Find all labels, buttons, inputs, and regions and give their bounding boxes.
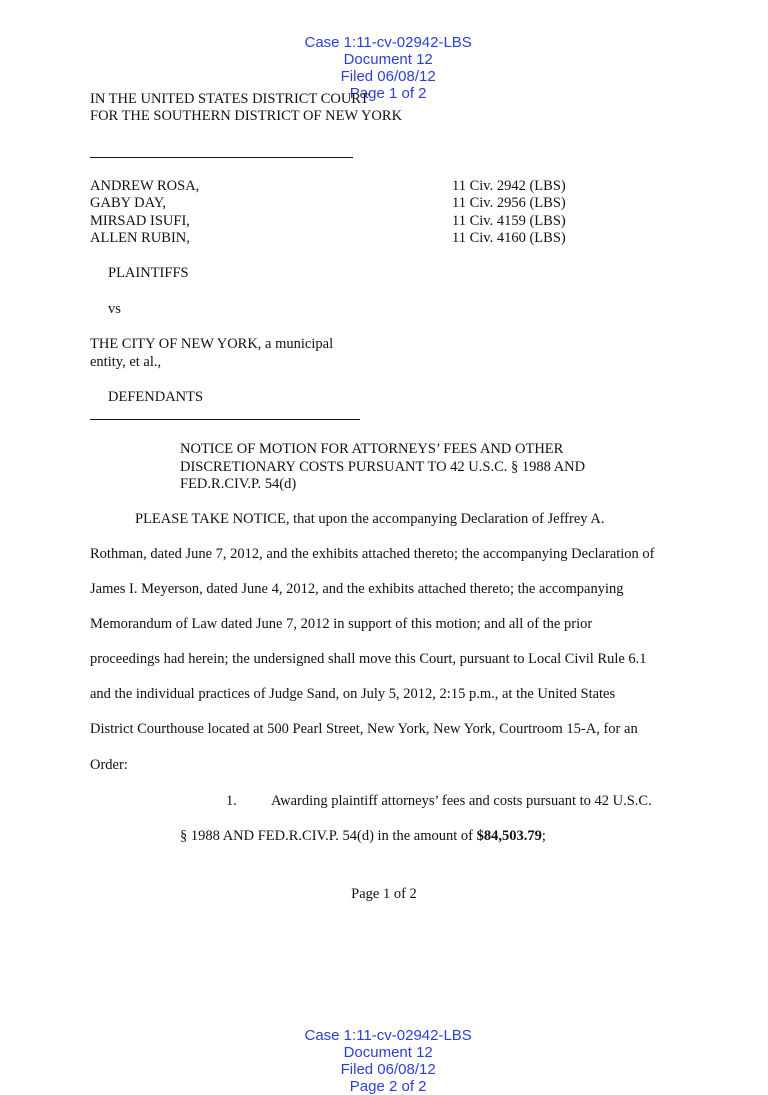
header-filed-date: Filed 06/08/12 [340, 1061, 436, 1078]
plaintiff-name: GABY DAY, [90, 195, 167, 211]
header-filed-date: Filed 06/08/12 [340, 68, 436, 85]
item-number: 1. [226, 793, 237, 809]
caption-top-rule [90, 157, 353, 158]
body-line: Rothman, dated June 7, 2012, and the exhibits attached thereto; the accompanying Declaration of [90, 546, 655, 562]
motion-title-line1: NOTICE OF MOTION FOR ATTORNEYS’ FEES AND OTHER [180, 441, 564, 457]
motion-title-line2: DISCRETIONARY COSTS PURSUANT TO 42 U.S.C. § 1988 AND [180, 459, 586, 475]
plaintiff-name: ALLEN RUBIN, [90, 230, 190, 246]
body-line: proceedings had herein; the undersigned shall move this Court, pursuant to Local Civil Rule 6.1 [90, 651, 647, 667]
body-line: and the individual practices of Judge Sand, on July 5, 2012, 2:15 p.m., at the United States [90, 686, 616, 702]
plaintiff-name: MIRSAD ISUFI, [90, 213, 190, 229]
defendant-line1: THE CITY OF NEW YORK, a municipal [90, 336, 334, 352]
header-case-number: Case 1:11-cv-02942-LBS [304, 1027, 472, 1044]
body-line: PLEASE TAKE NOTICE, that upon the accompanying Declaration of Jeffrey A. [135, 511, 605, 527]
court-name-line1: IN THE UNITED STATES DISTRICT COURT [90, 91, 369, 107]
header-document: Document 12 [343, 51, 433, 68]
civil-number: 11 Civ. 2956 (LBS) [452, 195, 566, 211]
item-line2-suffix: ; [541, 828, 546, 844]
item-line2 [180, 828, 546, 846]
court-name-line2: FOR THE SOUTHERN DISTRICT OF NEW YORK [90, 108, 403, 124]
civil-number: 11 Civ. 4159 (LBS) [452, 213, 566, 229]
item-line1: Awarding plaintiff attorneys’ fees and costs pursuant to 42 U.S.C. [271, 793, 652, 809]
plaintiffs-label: PLAINTIFFS [108, 265, 189, 281]
plaintiff-name: ANDREW ROSA, [90, 178, 200, 194]
caption-bottom-rule [90, 419, 360, 420]
page-footer: Page 1 of 2 [351, 886, 417, 902]
civil-number: 11 Civ. 4160 (LBS) [452, 230, 566, 246]
ecf-header [0, 17, 768, 102]
header-case-number: Case 1:11-cv-02942-LBS [304, 34, 472, 51]
civil-number: 11 Civ. 2942 (LBS) [452, 178, 566, 194]
header-document: Document 12 [343, 1044, 433, 1061]
body-line: James I. Meyerson, dated June 4, 2012, and the exhibits attached thereto; the accompanying [90, 581, 624, 597]
body-line: Order: [90, 757, 128, 773]
versus: vs [108, 301, 121, 317]
defendant-line2: entity, et al., [90, 354, 162, 370]
header-page: Page 2 of 2 [349, 1078, 427, 1095]
header-page: Page 1 of 2 [349, 85, 427, 102]
body-line: Memorandum of Law dated June 7, 2012 in support of this motion; and all of the prior [90, 616, 593, 632]
ecf-header-next-page [0, 1010, 768, 1095]
defendants-label: DEFENDANTS [108, 389, 204, 405]
item-line2-prefix: § 1988 AND FED.R.CIV.P. 54(d) in the amount of [180, 828, 477, 844]
motion-title-line3: FED.R.CIV.P. 54(d) [180, 476, 297, 492]
fee-amount: $84,503.79 [476, 828, 542, 844]
body-line: District Courthouse located at 500 Pearl Street, New York, New York, Courtroom 15-A, for an [90, 721, 638, 737]
